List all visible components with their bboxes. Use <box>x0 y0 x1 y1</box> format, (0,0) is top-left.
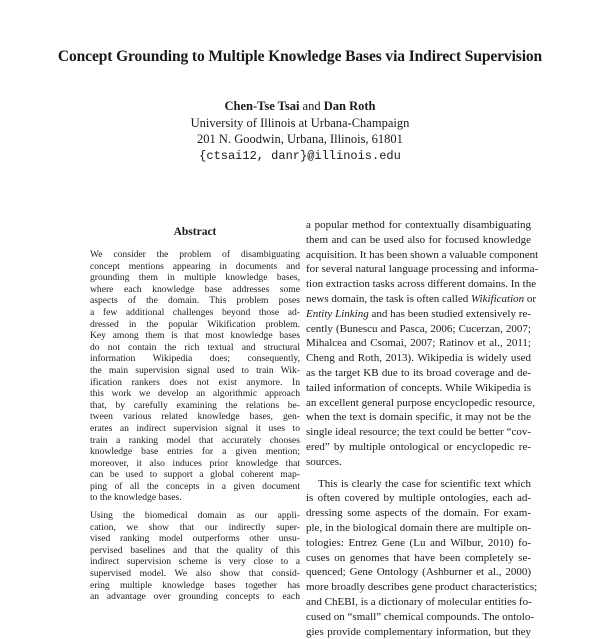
text-line: an advantage over grounding concepts to each <box>90 591 300 603</box>
text-line: the main supervision signal used to train Wik- <box>90 364 300 376</box>
text-line: cently (Bunescu and Pasca, 2006; Cucerzan, 2007; <box>306 322 531 335</box>
text-line: and ChEBI, is a dictionary of molecular entities fo- <box>306 595 532 608</box>
text-line: gies provide complementary information, but they <box>306 625 531 638</box>
text-span: or <box>526 292 537 305</box>
text-line: a few additional challenges beyond those ad- <box>90 306 300 318</box>
text-line: indirect supervision scheme is very close to a <box>90 556 300 568</box>
text-line: tween various related knowledge bases, gen- <box>90 411 300 423</box>
text-line: an excellent general purpose encyclopedic resource, <box>306 396 536 409</box>
text-line: aspects of the domain. This problem poses <box>90 295 300 307</box>
text-span: news domain, the task is often called <box>306 292 469 305</box>
text-line: tion extraction tasks across different domains. In the <box>306 278 537 291</box>
text-line: ping of all the concepts in a given document <box>90 480 300 492</box>
text-line: that, by carefully examining the relations be- <box>90 399 300 411</box>
body-paragraph-2 <box>306 477 538 639</box>
author-2: Dan Roth <box>323 99 376 113</box>
text-line: ple, in the biological domain there are multiple on- <box>306 521 531 534</box>
text-line: Key among them is that most knowledge bases <box>90 330 300 342</box>
text-line: information Wikipedia does; consequently, <box>90 353 300 365</box>
text-line: supervised model. We also show that consid- <box>90 568 300 580</box>
text-span: and has been studied extensively re- <box>371 307 532 320</box>
text-line <box>306 292 537 307</box>
right-column <box>306 218 539 639</box>
text-line: do not contain the rich textual and structural <box>90 341 300 353</box>
author-block <box>0 98 600 164</box>
text-line: knowledge base entries for a given mention; <box>90 446 300 458</box>
text-line: moreover, it also induces prior knowledge that <box>90 457 300 469</box>
text-line: ered” by multiple ontological or encyclopedic re- <box>306 440 531 453</box>
text-line: ification rankers does not exist anymore. In <box>90 376 300 388</box>
text-line: to the knowledge bases. <box>90 492 182 504</box>
text-line: more broadly describes gene product characteristics; <box>306 581 538 594</box>
text-line: vised ranking model outperforms other unsu- <box>90 533 300 545</box>
body-paragraph-1 <box>306 218 539 470</box>
abstract-heading: Abstract <box>173 226 217 238</box>
abstract-paragraph-1 <box>90 249 300 504</box>
text-line: tologies: Entrez Gene (Lu and Wilbur, 2010) fo- <box>306 536 531 549</box>
text-line: pervised baselines and that the quality of this <box>90 544 300 556</box>
text-line: quenced; Gene Ontology (Ashburner et al., 2000) <box>306 566 531 579</box>
text-line: cation, we show that our indirectly super- <box>90 521 300 533</box>
term-entity-linking: Entity Linking <box>306 307 369 320</box>
address: 201 N. Goodwin, Urbana, Illinois, 61801 <box>197 132 403 146</box>
text-line: sources. <box>306 455 342 468</box>
text-line: as the target KB due to its broad coverage and de- <box>306 366 531 379</box>
text-line: ering multiple knowledge bases together has <box>90 579 300 591</box>
text-line: erates an indirect supervision signal it uses to <box>90 422 300 434</box>
text-line: grounding them in multiple knowledge bases, <box>90 272 300 284</box>
abstract-paragraph-2 <box>90 510 300 603</box>
text-line: is often covered by multiple ontologies, each ad- <box>306 492 531 505</box>
affiliation: University of Illinois at Urbana-Champaign <box>190 115 410 130</box>
text-line: when the text is domain specific, it may not be the <box>306 411 531 424</box>
text-line: Mihalcea and Csomai, 2007; Ratinov et al., 2011; <box>306 337 531 350</box>
text-line: dressing some aspects of the domain. For exam- <box>306 507 531 520</box>
left-column <box>90 226 300 603</box>
text-line: Using the biomedical domain as our appli- <box>90 510 300 522</box>
text-line: This is clearly the case for scientific text which <box>318 477 531 490</box>
paper-title: Concept Grounding to Multiple Knowledge Bases via Indirect Supervision <box>57 48 543 65</box>
text-line: Cheng and Roth, 2013). Wikipedia is widely used <box>306 352 531 365</box>
text-line <box>306 307 531 322</box>
text-line: for several natural language processing and informa- <box>306 263 539 276</box>
author-names <box>0 98 600 115</box>
text-line: acquisition. It has been shown a valuable component <box>306 248 539 261</box>
text-line: We consider the problem of disambiguating <box>90 249 300 260</box>
text-line: cuses on genomes that have been completely se- <box>306 551 531 564</box>
text-line: concept mentions appearing in documents and <box>90 260 300 272</box>
text-line: them and can be used also for focused knowledge <box>306 233 531 246</box>
text-line: dressed in the popular Wikification problem. <box>90 318 300 330</box>
text-line: where each knowledge base addresses some <box>90 283 300 295</box>
text-line: can be used to support a global coherent map- <box>90 469 300 481</box>
text-line: this work we develop an algorithmic approach <box>90 388 300 400</box>
text-line: train a ranking model that accurately chooses <box>90 434 300 446</box>
text-line: tailed information of concepts. While Wikipedia is <box>306 381 531 394</box>
text-line: cused on “small” chemical compounds. The ontolo- <box>306 610 534 623</box>
text-line: a popular method for contextually disambiguating <box>306 219 531 231</box>
author-1: Chen-Tse Tsai <box>224 99 300 113</box>
email: {ctsai12, danr}@illinois.edu <box>199 148 401 163</box>
author-separator: and <box>302 99 321 113</box>
term-wikification: Wikification <box>470 292 525 305</box>
text-line: single ideal resource; the text could be better “cov- <box>306 426 531 439</box>
